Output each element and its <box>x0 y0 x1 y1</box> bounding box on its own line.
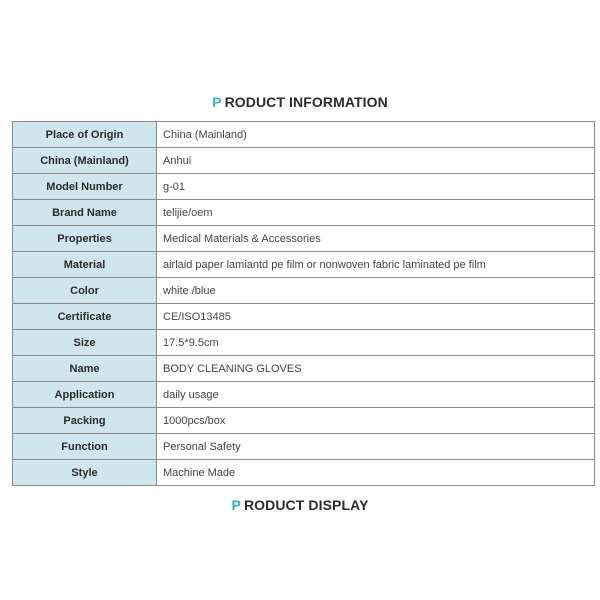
row-value: 1000pcs/box <box>157 408 595 434</box>
row-value: Personal Safety <box>157 434 595 460</box>
table-row <box>13 460 595 486</box>
row-value: airlaid paper lamiantd pe film or nonwoven fabric laminated pe film <box>157 252 595 278</box>
row-label: Material <box>13 252 157 278</box>
row-label: Size <box>13 330 157 356</box>
row-value: Medical Materials & Accessories <box>157 226 595 252</box>
row-value: 17.5*9.5cm <box>157 330 595 356</box>
row-label: Color <box>13 278 157 304</box>
product-specification-table <box>12 121 595 486</box>
row-value: white /blue <box>157 278 595 304</box>
table-row <box>13 174 595 200</box>
table-row <box>13 278 595 304</box>
row-label: Packing <box>13 408 157 434</box>
row-label: Certificate <box>13 304 157 330</box>
table-row <box>13 434 595 460</box>
title-accent-letter: P <box>212 94 222 110</box>
table-row <box>13 148 595 174</box>
table-row <box>13 408 595 434</box>
title-accent-letter: P <box>231 497 241 513</box>
product-display-title <box>0 497 600 513</box>
row-value: Anhui <box>157 148 595 174</box>
table-row <box>13 252 595 278</box>
table-row <box>13 122 595 148</box>
row-label: Name <box>13 356 157 382</box>
table-row <box>13 330 595 356</box>
row-value: daily usage <box>157 382 595 408</box>
row-value: CE/ISO13485 <box>157 304 595 330</box>
table-row <box>13 304 595 330</box>
row-value: Machine Made <box>157 460 595 486</box>
product-information-title <box>0 94 600 110</box>
row-label: Place of Origin <box>13 122 157 148</box>
row-label: Style <box>13 460 157 486</box>
row-label: Model Number <box>13 174 157 200</box>
row-label: Properties <box>13 226 157 252</box>
table-row <box>13 200 595 226</box>
row-value: BODY CLEANING GLOVES <box>157 356 595 382</box>
row-value: g-01 <box>157 174 595 200</box>
row-label: China (Mainland) <box>13 148 157 174</box>
table-row <box>13 226 595 252</box>
row-value: China (Mainland) <box>157 122 595 148</box>
row-label: Brand Name <box>13 200 157 226</box>
row-label: Function <box>13 434 157 460</box>
row-value: telijie/oem <box>157 200 595 226</box>
title-text: RODUCT INFORMATION <box>224 94 388 110</box>
title-text: RODUCT DISPLAY <box>243 497 369 513</box>
table-row <box>13 356 595 382</box>
row-label: Application <box>13 382 157 408</box>
table-row <box>13 382 595 408</box>
